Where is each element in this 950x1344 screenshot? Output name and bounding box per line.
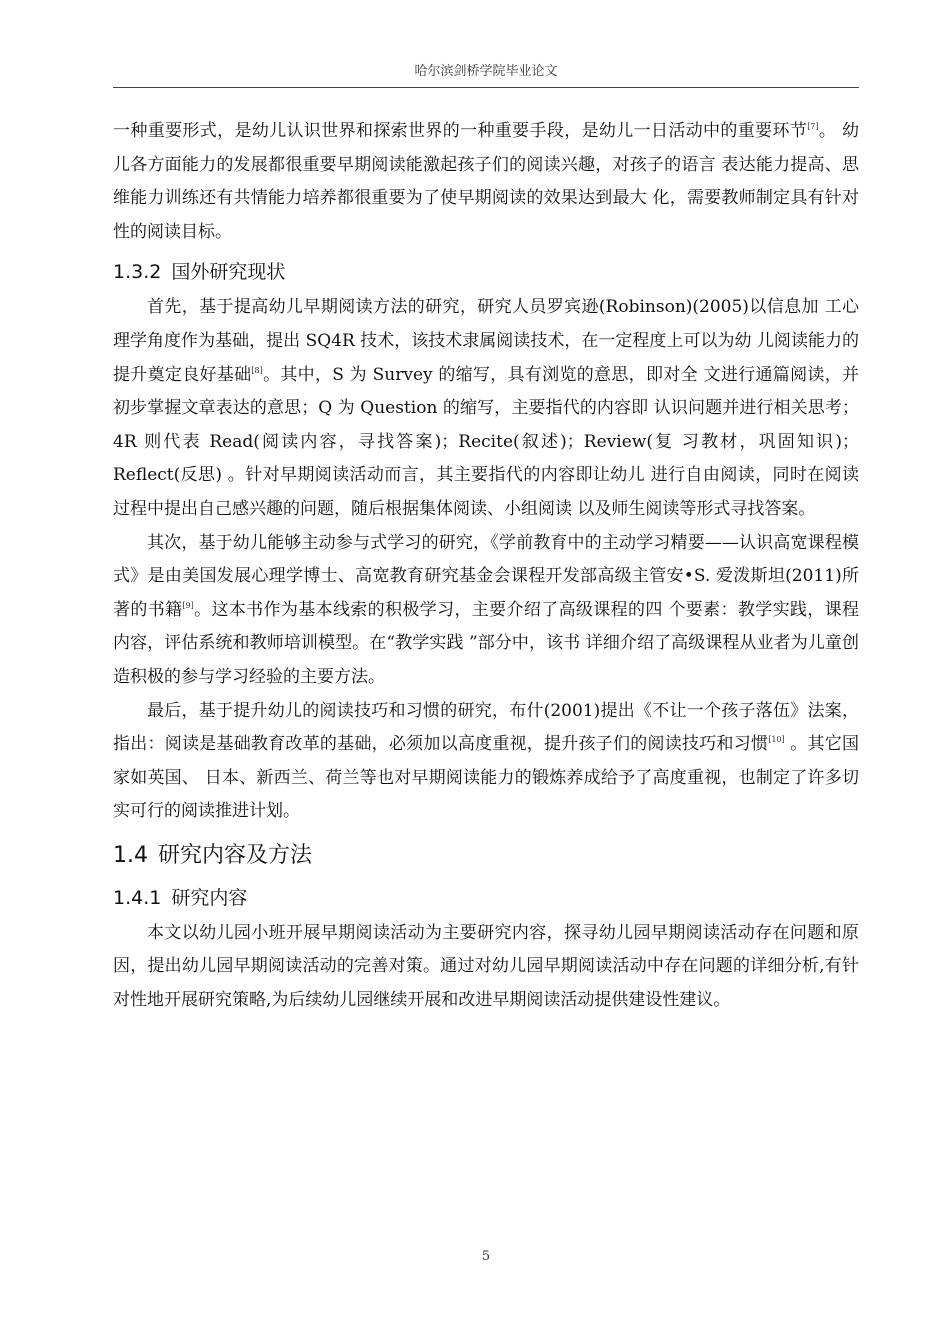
paragraph-text: 。这本书作为基本线索的积极学习，主要介绍了高级课程的四 个要素：教学实践，课程内容，评估系统和教师培训模型。在“教学实践 ”部分中，该书 详细介绍了高级课程从业者为儿童创造积极的参与学习经验的主要方法。 [113,599,859,687]
section-number: 1.3.2 [113,261,162,284]
paragraph-text: 首先，基于提高幼儿早期阅读方法的研究，研究人员罗宾逊(Robinson)(2005)以信息加 工心理学角度作为基础，提出 SQ4R 技术，该技术隶属阅读技术，在一定程度上可以为幼 儿阅读能力的提升奠定良好基础 [113,297,859,385]
section-title: 国外研究现状 [171,261,286,284]
paragraph-text: 一种重要形式，是幼儿认识世界和探索世界的一种重要手段，是幼儿一日活动中的重要环节 [113,121,808,141]
running-header: 哈尔滨剑桥学院毕业论文 [414,64,558,79]
paragraph-text: 最后，基于提升幼儿的阅读技巧和习惯的研究，布什(2001)提出《不让一个孩子落伍》法案，指出：阅读是基础教育改革的基础，必须加以高度重视，提升孩子们的阅读技巧和习惯 [113,700,859,755]
paragraph-text: 本文以幼儿园小班开展早期阅读活动为主要研究内容，探寻幼儿园早期阅读活动存在问题和原因，提出幼儿园早期阅读活动的完善对策。通过对幼儿园早期阅读活动中存在问题的详细分析,有针对性地开展研究策略,为后续幼儿园继续开展和改进早期阅读活动提供建设性建议。 [113,922,859,1011]
paragraph-epstein [113,527,859,695]
citation-ref[interactable]: [7] [807,122,819,131]
paragraph-bush [113,695,859,829]
section-title: 研究内容及方法 [158,842,313,868]
section-number: 1.4 [113,842,148,868]
header-divider [113,87,859,88]
paragraph-text: 。其它国家如英国、 日本、新西兰、荷兰等也对早期阅读能力的锻炼养成给予了高度重视，也制定了许多切实可行的阅读推进计划。 [113,734,859,822]
paragraph-robinson [113,291,859,526]
section-number: 1.4.1 [113,886,162,909]
page-body [113,115,859,1018]
citation-ref[interactable]: [8] [251,365,263,375]
citation-ref[interactable]: [9] [182,600,194,610]
section-heading-1-3-2 [113,255,859,289]
page-number: 5 [481,1249,491,1264]
paragraph-text: 其次，基于幼儿能够主动参与式学习的研究，《学前教育中的主动学习精要——认识高宽课程模式》是由美国发展心理学博士、高宽教育研究基金会课程开发部高级主管安•S. 爱泼斯坦(2011)所著的书籍 [113,532,859,620]
paragraph-text: 。其中，S 为 Survey 的缩写，具有浏览的意思，即对全 文进行通篇阅读，并初步掌握文章表达的意思；Q 为 Question 的缩写，主要指代的内容即 认识问题并进行相关思考；4R 则代表 Read(阅读内容，寻找答案)；Recite(叙述)；Review(复 习教材，巩固知识)；Reflect(反思) 。针对早期阅读活动而言，其主要指代的内容即让幼儿 进行自由阅读，同时在阅读过程中提出自己感兴趣的问题，随后根据集体阅读、小组阅读 以及师生阅读等形式寻找答案。 [113,364,860,519]
paragraph-text: 。 幼儿各方面能力的发展都很重要早期阅读能激起孩子们的阅读兴趣，对孩子的语言 表达能力提高、思维能力训练还有共情能力培养都很重要为了使早期阅读的效果达到最大 化，需要教师制定具有针对性的阅读目标。 [113,121,859,242]
paragraph-research-content [113,917,859,1018]
paragraph-continuation [113,115,859,249]
citation-ref[interactable]: [10] [768,735,785,745]
section-title: 研究内容 [171,886,248,909]
section-heading-1-4-1 [113,881,859,915]
section-heading-1-4 [113,837,859,875]
